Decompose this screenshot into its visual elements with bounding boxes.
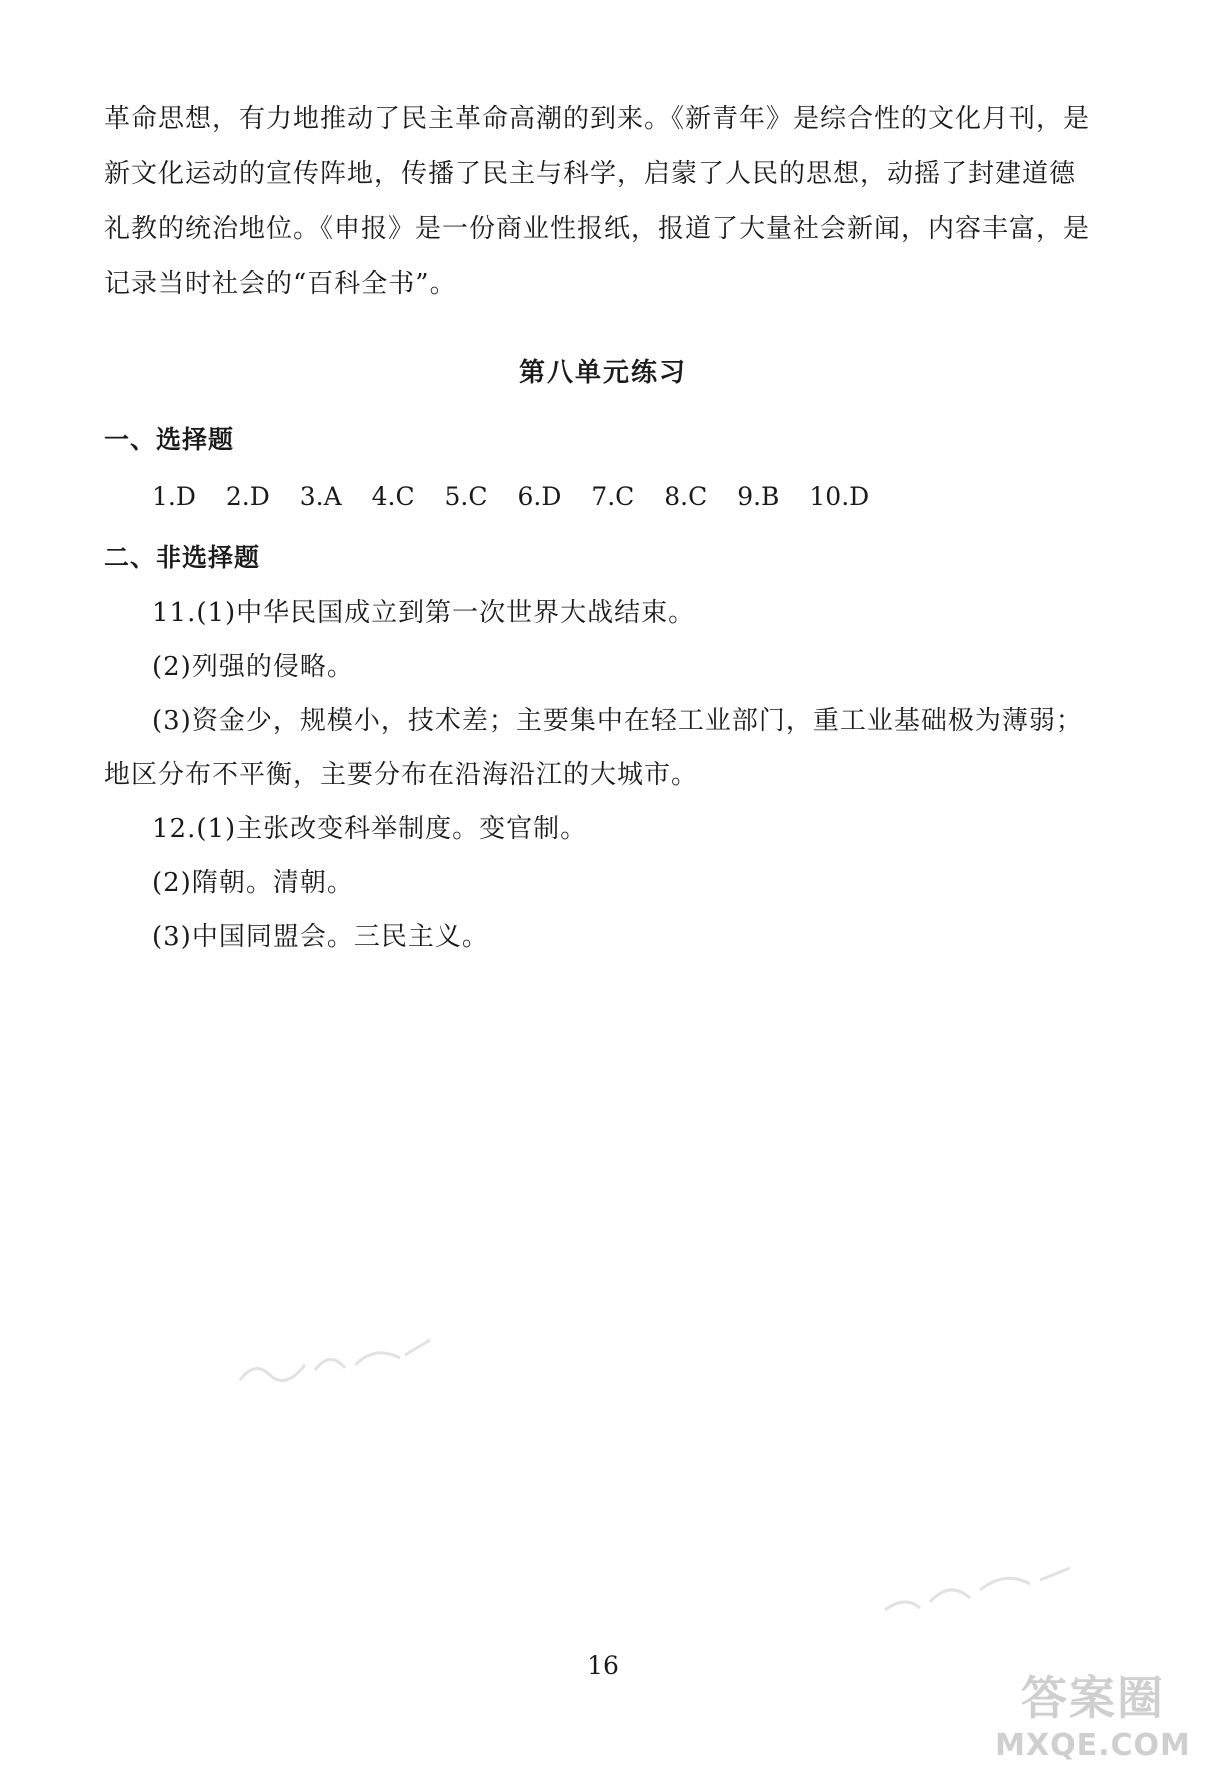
answer-8: 8.C	[664, 482, 708, 511]
q12-part3: (3)中国同盟会。三民主义。	[152, 922, 489, 952]
q11-part3-line1: (3)资金少，规模小，技术差；主要集中在轻工业部门，重工业基础极为薄弱；	[152, 706, 1083, 736]
unit-title: 第八单元练习	[518, 358, 687, 388]
answer-9: 9.B	[737, 482, 780, 511]
answer-7: 7.C	[591, 482, 635, 511]
intro-paragraph: 革命思想，有力地推动了民主革命高潮的到来。《新青年》是综合性的文化月刊，是新文化运动的宣传阵地，传播了民主与科学，启蒙了人民的思想，动摇了封建道德礼教的统治地位。《申报》是一份商业性报纸，报道了大量社会新闻，内容丰富，是记录当时社会的“百科全书”。	[104, 104, 1091, 299]
site-watermark-logo	[988, 1668, 1198, 1786]
page-number: 16	[587, 1651, 619, 1680]
q12-part1: 12.(1)主张改变科举制度。变官制。	[152, 814, 588, 844]
section-nonchoice-heading: 二、非选择题	[104, 543, 261, 572]
faint-watermark-mark	[235, 1330, 435, 1390]
q12-part2: (2)隋朝。清朝。	[152, 868, 354, 898]
q11-part2: (2)列强的侵略。	[152, 652, 354, 682]
answer-3: 3.A	[299, 482, 342, 511]
site-name: 答案圈	[1021, 1671, 1165, 1725]
q11-part3-line2: 地区分布不平衡，主要分布在沿海沿江的大城市。	[104, 760, 699, 790]
answer-6: 6.D	[517, 482, 562, 511]
faint-watermark-mark-2	[880, 1560, 1080, 1620]
answer-4: 4.C	[371, 482, 415, 511]
answer-5: 5.C	[444, 482, 488, 511]
q11-part1: 11.(1)中华民国成立到第一次世界大战结束。	[152, 598, 696, 628]
site-url: MXQE.COM	[995, 1728, 1191, 1763]
section-choice-heading: 一、选择题	[104, 425, 235, 454]
answer-2: 2.D	[225, 482, 270, 511]
choice-answers	[152, 482, 891, 511]
answer-1: 1.D	[152, 482, 196, 511]
answer-10: 10.D	[809, 482, 870, 511]
